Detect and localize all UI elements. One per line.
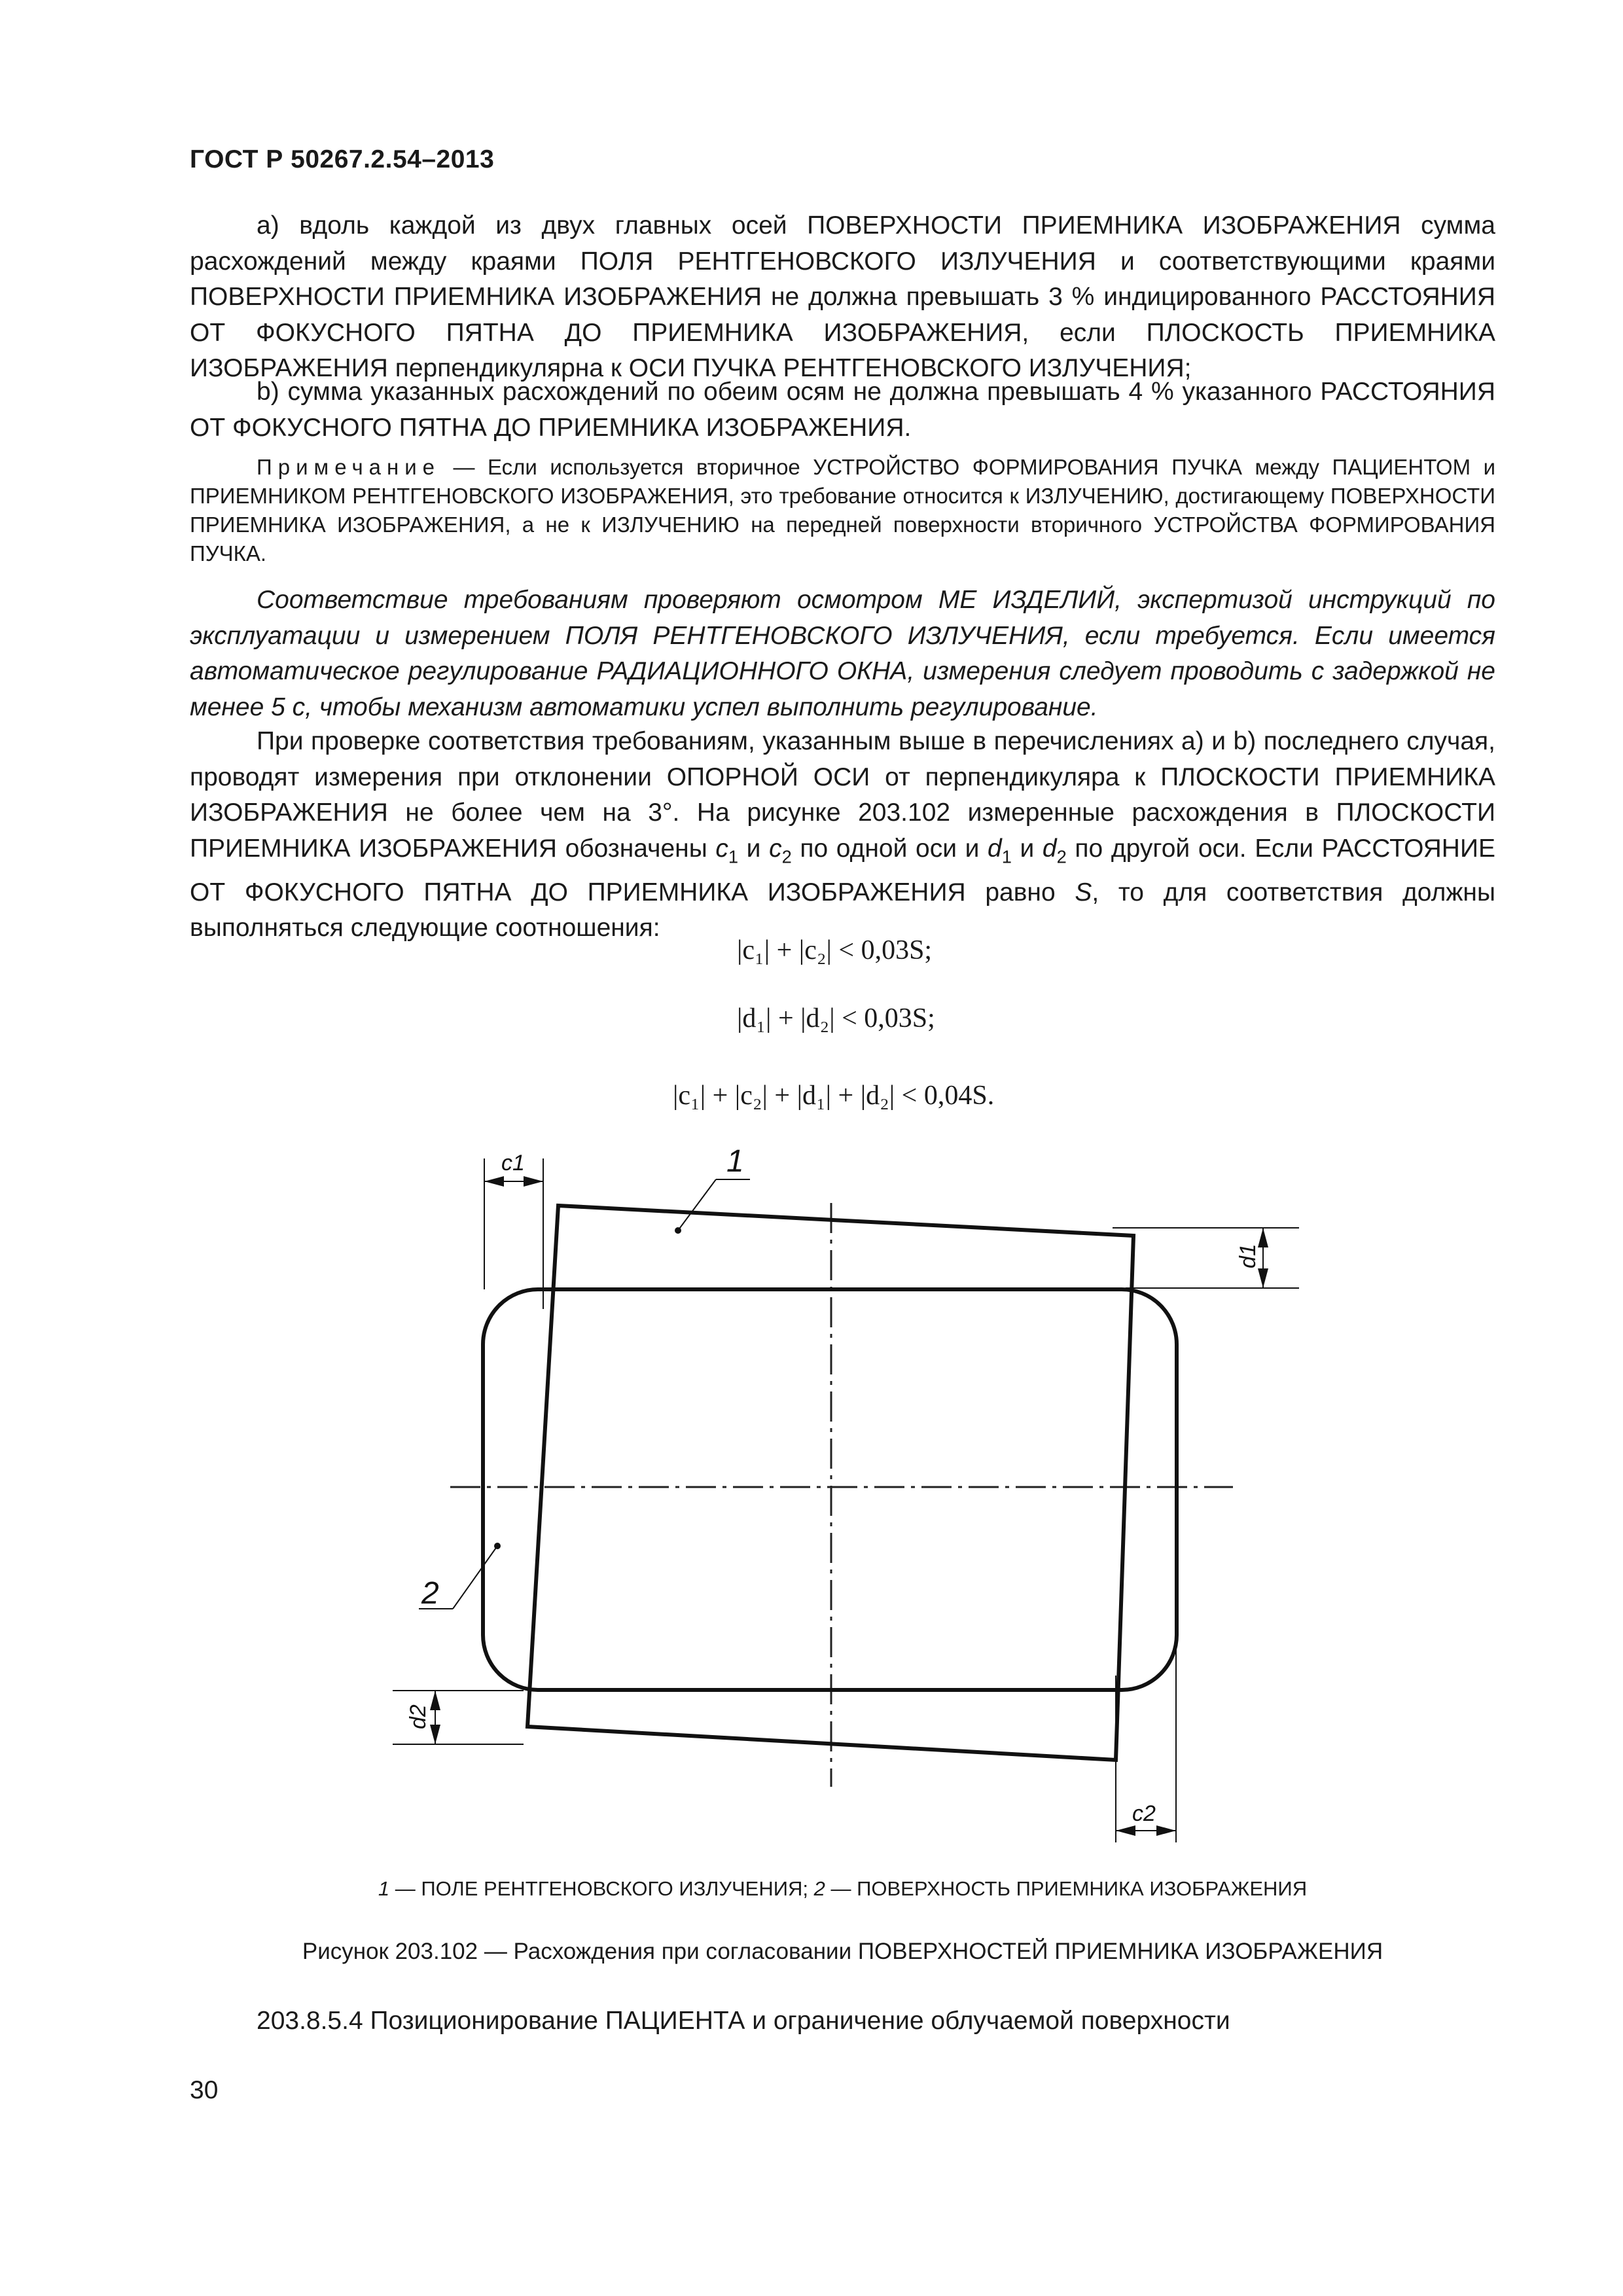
var-d1: d: [988, 834, 1002, 863]
figure-caption: Рисунок 203.102 — Расхождения при согласовании ПОВЕРХНОСТЕЙ ПРИЕМНИКА ИЗОБРАЖЕНИЯ: [302, 1939, 1383, 1964]
c1-arrow-left: [484, 1176, 504, 1187]
check-text-2: по одной оси и: [791, 834, 988, 863]
formula-2: |d₁| + |d₂| < 0,03S;: [737, 1003, 935, 1033]
label-1: 1: [726, 1144, 744, 1179]
var-c2: c: [769, 834, 782, 863]
legend-text-1: — ПОЛЕ РЕНТГЕНОВСКОГО ИЗЛУЧЕНИЯ;: [389, 1877, 814, 1900]
check-text-4: , то для соответствия должны выполняться следующие соотношения:: [190, 878, 1495, 942]
figure-legend: [190, 1877, 1495, 1901]
d2-arrow-bottom: [430, 1725, 440, 1744]
note-label: Примечание: [257, 455, 441, 479]
leader-2-dot: [494, 1543, 501, 1549]
document-header: ГОСТ Р 50267.2.54–2013: [190, 145, 495, 173]
label-2: 2: [421, 1576, 439, 1611]
check-and-2: и: [1011, 834, 1043, 863]
dim-label-d1: d1: [1236, 1244, 1260, 1268]
var-c1: c: [715, 834, 728, 863]
formula-1: |c₁| + |c₂| < 0,03S;: [737, 935, 933, 965]
image-receptor-surface: [483, 1289, 1177, 1690]
legend-num-2: 2: [813, 1877, 825, 1900]
d2-arrow-top: [430, 1691, 440, 1710]
check-text-3: по другой оси. Если РАССТОЯНИЕ ОТ ФОКУСНОГО ПЯТНА ДО ПРИЕМНИКА ИЗОБРАЖЕНИЯ равно: [190, 834, 1495, 906]
page-number: 30: [190, 2076, 219, 2104]
c2-arrow-right: [1156, 1825, 1176, 1836]
sub-d1: 1: [1001, 846, 1012, 867]
var-d2: d: [1042, 834, 1057, 863]
legend-num-1: 1: [378, 1877, 390, 1900]
sub-c1: 1: [728, 846, 739, 867]
note-text: — Если используется вторичное УСТРОЙСТВО ФОРМИРОВАНИЯ ПУЧКА между ПАЦИЕНТОМ и ПРИЕМНИКОМ РЕНТГЕНОВСКОГО ИЗОБРАЖЕНИЯ, это требование относится к ИЗЛУЧЕНИЮ, достигающему ПОВЕРХНОСТИ ПРИЕМНИКА ИЗОБРАЖЕНИЯ, а не к ИЗЛУЧЕНИЮ на передней поверхности вторичного УСТРОЙСТВА ФОРМИРОВАНИЯ ПУЧКА.: [190, 455, 1495, 565]
compliance-text: Соответствие требованиям проверяют осмотром МЕ ИЗДЕЛИЙ, экспертизой инструкций по эксплуатации и измерением ПОЛЯ РЕНТГЕНОВСКОГО ИЗЛУЧЕНИЯ, если требуется. Если имеется автоматическое регулирование РАДИАЦИОННОГО ОКНА, измерения следует проводить с задержкой не менее 5 с, чтобы механизм автоматики успел выполнить регулирование.: [190, 586, 1495, 721]
var-S: S: [1075, 878, 1092, 906]
dim-label-d2: d2: [406, 1704, 431, 1729]
leader-1-dot: [675, 1227, 681, 1234]
dim-label-c2: c2: [1132, 1801, 1156, 1826]
c2-arrow-left: [1116, 1825, 1135, 1836]
leader-1-diagonal: [678, 1179, 716, 1230]
sub-c2: 2: [781, 846, 792, 867]
section-heading: 203.8.5.4 Позиционирование ПАЦИЕНТА и ограничение облучаемой поверхности: [257, 2007, 1230, 2035]
check-text-1: При проверке соответствия требованиям, указанным выше в перечислениях а) и b) последнего случая, проводят измерения при отклонении ОПОРНОЙ ОСИ от перпендикуляра к ПЛОСКОСТИ ПРИЕМНИКА ИЗОБРАЖЕНИЯ не более чем на 3°. На рисунке 203.102 измеренные расхождения в ПЛОСКОСТИ ПРИЕМНИКА ИЗОБРАЖЕНИЯ обозначены: [190, 727, 1495, 863]
d1-arrow-bottom: [1258, 1268, 1268, 1288]
legend-text-2: — ПОВЕРХНОСТЬ ПРИЕМНИКА ИЗОБРАЖЕНИЯ: [825, 1877, 1308, 1900]
dim-label-c1: c1: [501, 1151, 525, 1175]
item-b-text: b) сумма указанных расхождений по обеим осям не должна превышать 4 % указанного РАССТОЯНИЯ ОТ ФОКУСНОГО ПЯТНА ДО ПРИЕМНИКА ИЗОБРАЖЕНИЯ.: [190, 378, 1495, 442]
formula-3: |c₁| + |c₂| + |d₁| + |d₂| < 0,04S.: [673, 1081, 995, 1111]
c1-arrow-right: [524, 1176, 543, 1187]
item-a-text: а) вдоль каждой из двух главных осей ПОВЕРХНОСТИ ПРИЕМНИКА ИЗОБРАЖЕНИЯ сумма расхождений между краями ПОЛЯ РЕНТГЕНОВСКОГО ИЗЛУЧЕНИЯ и соответствующими краями ПОВЕРХНОСТИ ПРИЕМНИКА ИЗОБРАЖЕНИЯ не должна превышать 3 % индицированного РАССТОЯНИЯ ОТ ФОКУСНОГО ПЯТНА ДО ПРИЕМНИКА ИЗОБРАЖЕНИЯ, если ПЛОСКОСТЬ ПРИЕМНИКА ИЗОБРАЖЕНИЯ перпендикулярна к ОСИ ПУЧКА РЕНТГЕНОВСКОГО ИЗЛУЧЕНИЯ;: [190, 211, 1495, 382]
leader-2-diagonal: [453, 1546, 497, 1609]
sub-d2: 2: [1056, 846, 1067, 867]
check-and-1: и: [738, 834, 770, 863]
